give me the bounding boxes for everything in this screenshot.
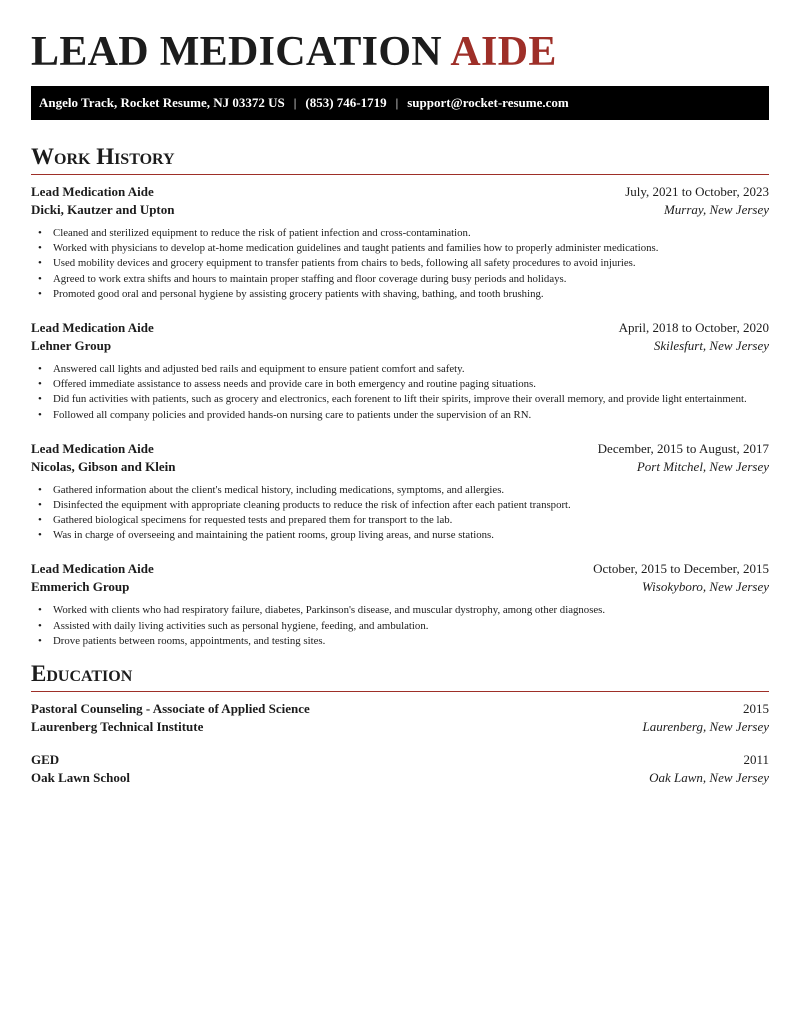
contact-phone: (853) 746-1719 xyxy=(305,95,387,110)
job-dates: October, 2015 to December, 2015 xyxy=(593,561,769,577)
work-history-heading: Work History xyxy=(31,144,175,169)
education-entry xyxy=(31,700,769,736)
job-location: Skilesfurt, New Jersey xyxy=(653,337,769,353)
work-history-section xyxy=(31,144,769,649)
job-entry xyxy=(31,440,769,544)
job-bullets xyxy=(31,226,769,302)
resume-page xyxy=(31,0,769,787)
section-divider xyxy=(31,691,769,692)
job-bullets xyxy=(31,362,769,423)
education-location: Laurenberg, New Jersey xyxy=(642,719,769,734)
name-accent: AIDE xyxy=(450,29,557,75)
list-item: • Cleaned and sterilized equipment to reduce the risk of patient infection and cross-contamination. xyxy=(31,226,769,241)
job-title: Lead Medication Aide xyxy=(31,184,154,199)
job-company: Emmerich Group xyxy=(31,579,130,595)
contact-separator: | xyxy=(293,95,297,110)
contact-separator: | xyxy=(395,95,399,110)
education-school: Laurenberg Technical Institute xyxy=(31,719,204,734)
job-dates: July, 2021 to October, 2023 xyxy=(625,184,769,199)
contact-email: support@rocket-resume.com xyxy=(407,95,569,110)
job-location: Port Mitchel, New Jersey xyxy=(636,458,769,474)
list-item: • Did fun activities with patients, such as grocery and electronics, each forenent to lift their spirits, improve their overall memory, and provide light entertainment. xyxy=(31,392,769,407)
job-bullets xyxy=(31,603,769,649)
list-item: • Gathered information about the client's medical history, including medications, symptoms, and allergies. xyxy=(31,483,769,498)
list-item: • Worked with clients who had respiratory failure, diabetes, Parkinson's disease, and muscular dystrophy, among other diagnoses. xyxy=(31,603,769,618)
education-school: Oak Lawn School xyxy=(31,770,130,785)
job-entry xyxy=(31,183,769,302)
list-item: • Assisted with daily living activities such as personal hygiene, feeding, and ambulation. xyxy=(31,619,769,634)
job-title: Lead Medication Aide xyxy=(31,440,154,456)
education-year: 2011 xyxy=(743,752,769,767)
education-location: Oak Lawn, New Jersey xyxy=(649,770,769,785)
job-company: Nicolas, Gibson and Klein xyxy=(31,458,176,474)
list-item: • Promoted good oral and personal hygiene by assisting grocery patients with shaving, bathing, and tooth brushing. xyxy=(31,287,769,302)
contact-bar xyxy=(31,86,769,120)
list-item: • Drove patients between rooms, appointments, and testing sites. xyxy=(31,634,769,649)
job-dates: April, 2018 to October, 2020 xyxy=(618,319,769,335)
list-item: • Gathered biological specimens for requested tests and prepared them for transport to the lab. xyxy=(31,513,769,528)
job-title: Lead Medication Aide xyxy=(31,561,154,577)
education-section xyxy=(31,661,769,787)
education-entry xyxy=(31,751,769,787)
job-title: Lead Medication Aide xyxy=(31,319,154,335)
page-title xyxy=(31,30,769,74)
education-degree: GED xyxy=(31,752,60,767)
list-item: • Worked with physicians to develop at-home medication guidelines and taught patients and families how to properly administer medications. xyxy=(31,241,769,256)
education-year: 2015 xyxy=(743,701,769,716)
name-main: LEAD MEDICATION xyxy=(31,29,442,75)
list-item: • Answered call lights and adjusted bed rails and equipment to ensure patient comfort and safety. xyxy=(31,362,769,377)
job-entry xyxy=(31,319,769,423)
list-item: • Was in charge of overseeing and maintaining the patient rooms, group living areas, and nurse stations. xyxy=(31,528,769,543)
job-location: Wisokyboro, New Jersey xyxy=(642,579,769,595)
list-item: • Disinfected the equipment with appropriate cleaning products to reduce the risk of infection after each patient transport. xyxy=(31,498,769,513)
section-divider xyxy=(31,174,769,175)
list-item: • Offered immediate assistance to assess needs and provide care in both emergency and routine paging situations. xyxy=(31,377,769,392)
education-degree: Pastoral Counseling - Associate of Applied Science xyxy=(31,701,310,716)
list-item: • Used mobility devices and grocery equipment to transfer patients from chairs to beds, following all safety procedures to avoid injuries. xyxy=(31,256,769,271)
job-dates: December, 2015 to August, 2017 xyxy=(597,440,769,456)
job-entry xyxy=(31,560,769,649)
contact-address: Angelo Track, Rocket Resume, NJ 03372 US xyxy=(39,95,285,110)
job-location: Murray, New Jersey xyxy=(663,202,769,217)
job-bullets xyxy=(31,483,769,544)
list-item: • Followed all company policies and provided hands-on nursing care to patients under the supervision of an RN. xyxy=(31,408,769,423)
education-heading: Education xyxy=(31,661,133,686)
job-company: Lehner Group xyxy=(31,337,112,353)
job-company: Dicki, Kautzer and Upton xyxy=(31,202,175,217)
list-item: • Agreed to work extra shifts and hours to maintain proper staffing and floor coverage during busy periods and holidays. xyxy=(31,272,769,287)
